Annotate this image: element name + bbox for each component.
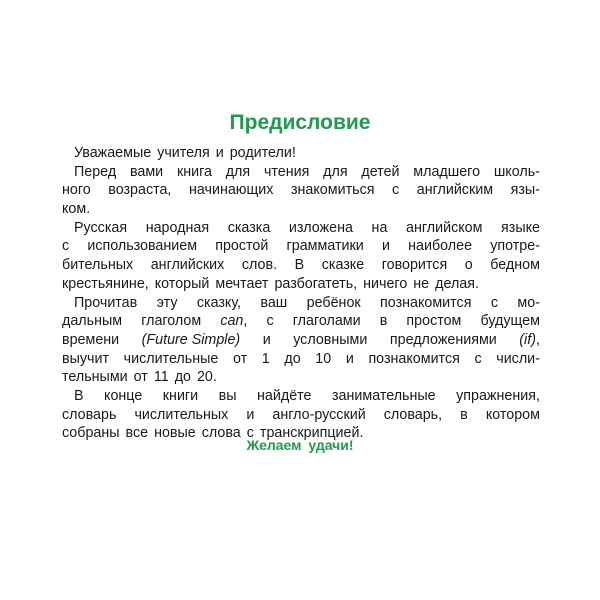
word: на [371, 219, 388, 236]
word: и [345, 350, 354, 367]
text-line [62, 237, 540, 256]
word: can, [220, 313, 248, 330]
word: о [464, 257, 473, 274]
word: до [284, 350, 301, 367]
word: и [381, 238, 390, 255]
word: и [246, 406, 255, 423]
text-line [62, 387, 540, 406]
word: 10 [315, 350, 332, 367]
word: в [460, 406, 468, 423]
word: говорится [381, 257, 448, 274]
word: и [262, 331, 271, 348]
word: найдёте [257, 387, 312, 404]
word: использованием [87, 238, 198, 255]
word: Русская [74, 219, 128, 236]
word: познакомится [368, 350, 460, 367]
word: делая. [435, 275, 479, 292]
word: ного [62, 182, 91, 199]
word: язы- [510, 182, 540, 199]
text-line [62, 312, 540, 331]
word: родители! [229, 145, 296, 161]
word: слов. [241, 257, 278, 274]
word: английских [150, 257, 225, 274]
word: 11 [153, 369, 169, 386]
text-line [62, 200, 540, 219]
word: с [474, 350, 482, 367]
word: числительные [123, 350, 219, 367]
word: с [490, 294, 498, 311]
word: для [323, 163, 348, 180]
word: ком. [62, 201, 91, 218]
text-line [62, 331, 540, 350]
word: сказка [227, 219, 271, 236]
word: сказку, [196, 294, 242, 311]
word: и [215, 145, 224, 161]
word: с [62, 238, 70, 255]
word: младшего [413, 163, 481, 180]
word: Прочитав [74, 294, 138, 311]
word: от [133, 369, 148, 386]
word: времени [62, 331, 120, 348]
word: ваш [260, 294, 288, 311]
text-line [62, 368, 540, 387]
text-line [62, 144, 540, 163]
word: Перед [74, 163, 117, 180]
word: бительных [62, 257, 134, 274]
word: выучит [62, 350, 110, 367]
word: английском [406, 219, 483, 236]
word: (Future Simple) [141, 331, 241, 348]
word: который [154, 275, 210, 292]
word: до [174, 369, 191, 386]
word: простом [406, 313, 462, 330]
word: употре- [490, 238, 540, 255]
word: возраста, [108, 182, 172, 199]
word: не [413, 275, 430, 292]
text-line [62, 350, 540, 369]
word: новые [154, 425, 196, 442]
word: с [266, 313, 274, 330]
word: чтения [263, 163, 310, 180]
text-line [62, 406, 540, 425]
word: котором [485, 406, 540, 423]
word: вами [129, 163, 164, 180]
word: занимательные [331, 387, 436, 404]
word: словарь, [383, 406, 443, 423]
word: числительных [134, 406, 229, 423]
word: наиболее [408, 238, 473, 255]
word: конце [104, 387, 143, 404]
text-line [62, 294, 540, 313]
word: крестьянине, [62, 275, 149, 292]
page-title: Предисловие [229, 111, 371, 134]
word: с [392, 182, 400, 199]
closing-wish: Желаем удачи! [246, 437, 354, 453]
word: упражнения, [456, 387, 540, 404]
word: вы [218, 387, 237, 404]
word: детей [361, 163, 400, 180]
word: начинающих [188, 182, 274, 199]
word: в [379, 313, 388, 330]
word: транскрипцией. [259, 425, 364, 442]
word: от [232, 350, 248, 367]
word: школь- [493, 163, 540, 180]
text-line [62, 275, 540, 294]
word: учителя [157, 145, 210, 161]
word: для [225, 163, 251, 180]
word: англо-русский [272, 406, 366, 423]
text-line [62, 181, 540, 200]
word: сказке [321, 257, 365, 274]
word: глаголом [141, 313, 202, 330]
word: словарь [62, 406, 117, 423]
word: с [246, 425, 254, 442]
body-text [62, 144, 540, 443]
word: мо- [517, 294, 540, 311]
word: грамматики [286, 238, 364, 255]
word: В [74, 387, 84, 404]
word: знакомиться [290, 182, 375, 199]
word: книга [176, 163, 212, 180]
word: дальным [62, 313, 123, 330]
text-line [62, 219, 540, 238]
word: эту [156, 294, 178, 311]
word: 1 [261, 350, 270, 367]
text-line [62, 256, 540, 275]
word: книги [162, 387, 199, 404]
word: познакомится [380, 294, 472, 311]
word: бедном [490, 257, 540, 274]
word: народная [145, 219, 210, 236]
word: (if), [519, 331, 540, 348]
word: все [125, 425, 149, 442]
word: 20. [196, 369, 217, 386]
word: условными [293, 331, 368, 348]
word: В [294, 257, 305, 274]
word: собраны [62, 425, 120, 442]
word: тельными [62, 369, 128, 386]
word: будущем [480, 313, 540, 330]
word: числи- [496, 350, 540, 367]
word: предложениями [389, 331, 497, 348]
word: слова [201, 425, 241, 442]
word: мечтает [215, 275, 269, 292]
word: Уважаемые [74, 145, 152, 161]
word: ребёнок [306, 294, 361, 311]
text-line [62, 163, 540, 182]
word: изложена [288, 219, 353, 236]
word: глаголами [292, 313, 361, 330]
word: языке [501, 219, 540, 236]
word: простой [215, 238, 269, 255]
word: ничего [363, 275, 408, 292]
word: разбогатеть, [274, 275, 358, 292]
word: английским [416, 182, 494, 199]
